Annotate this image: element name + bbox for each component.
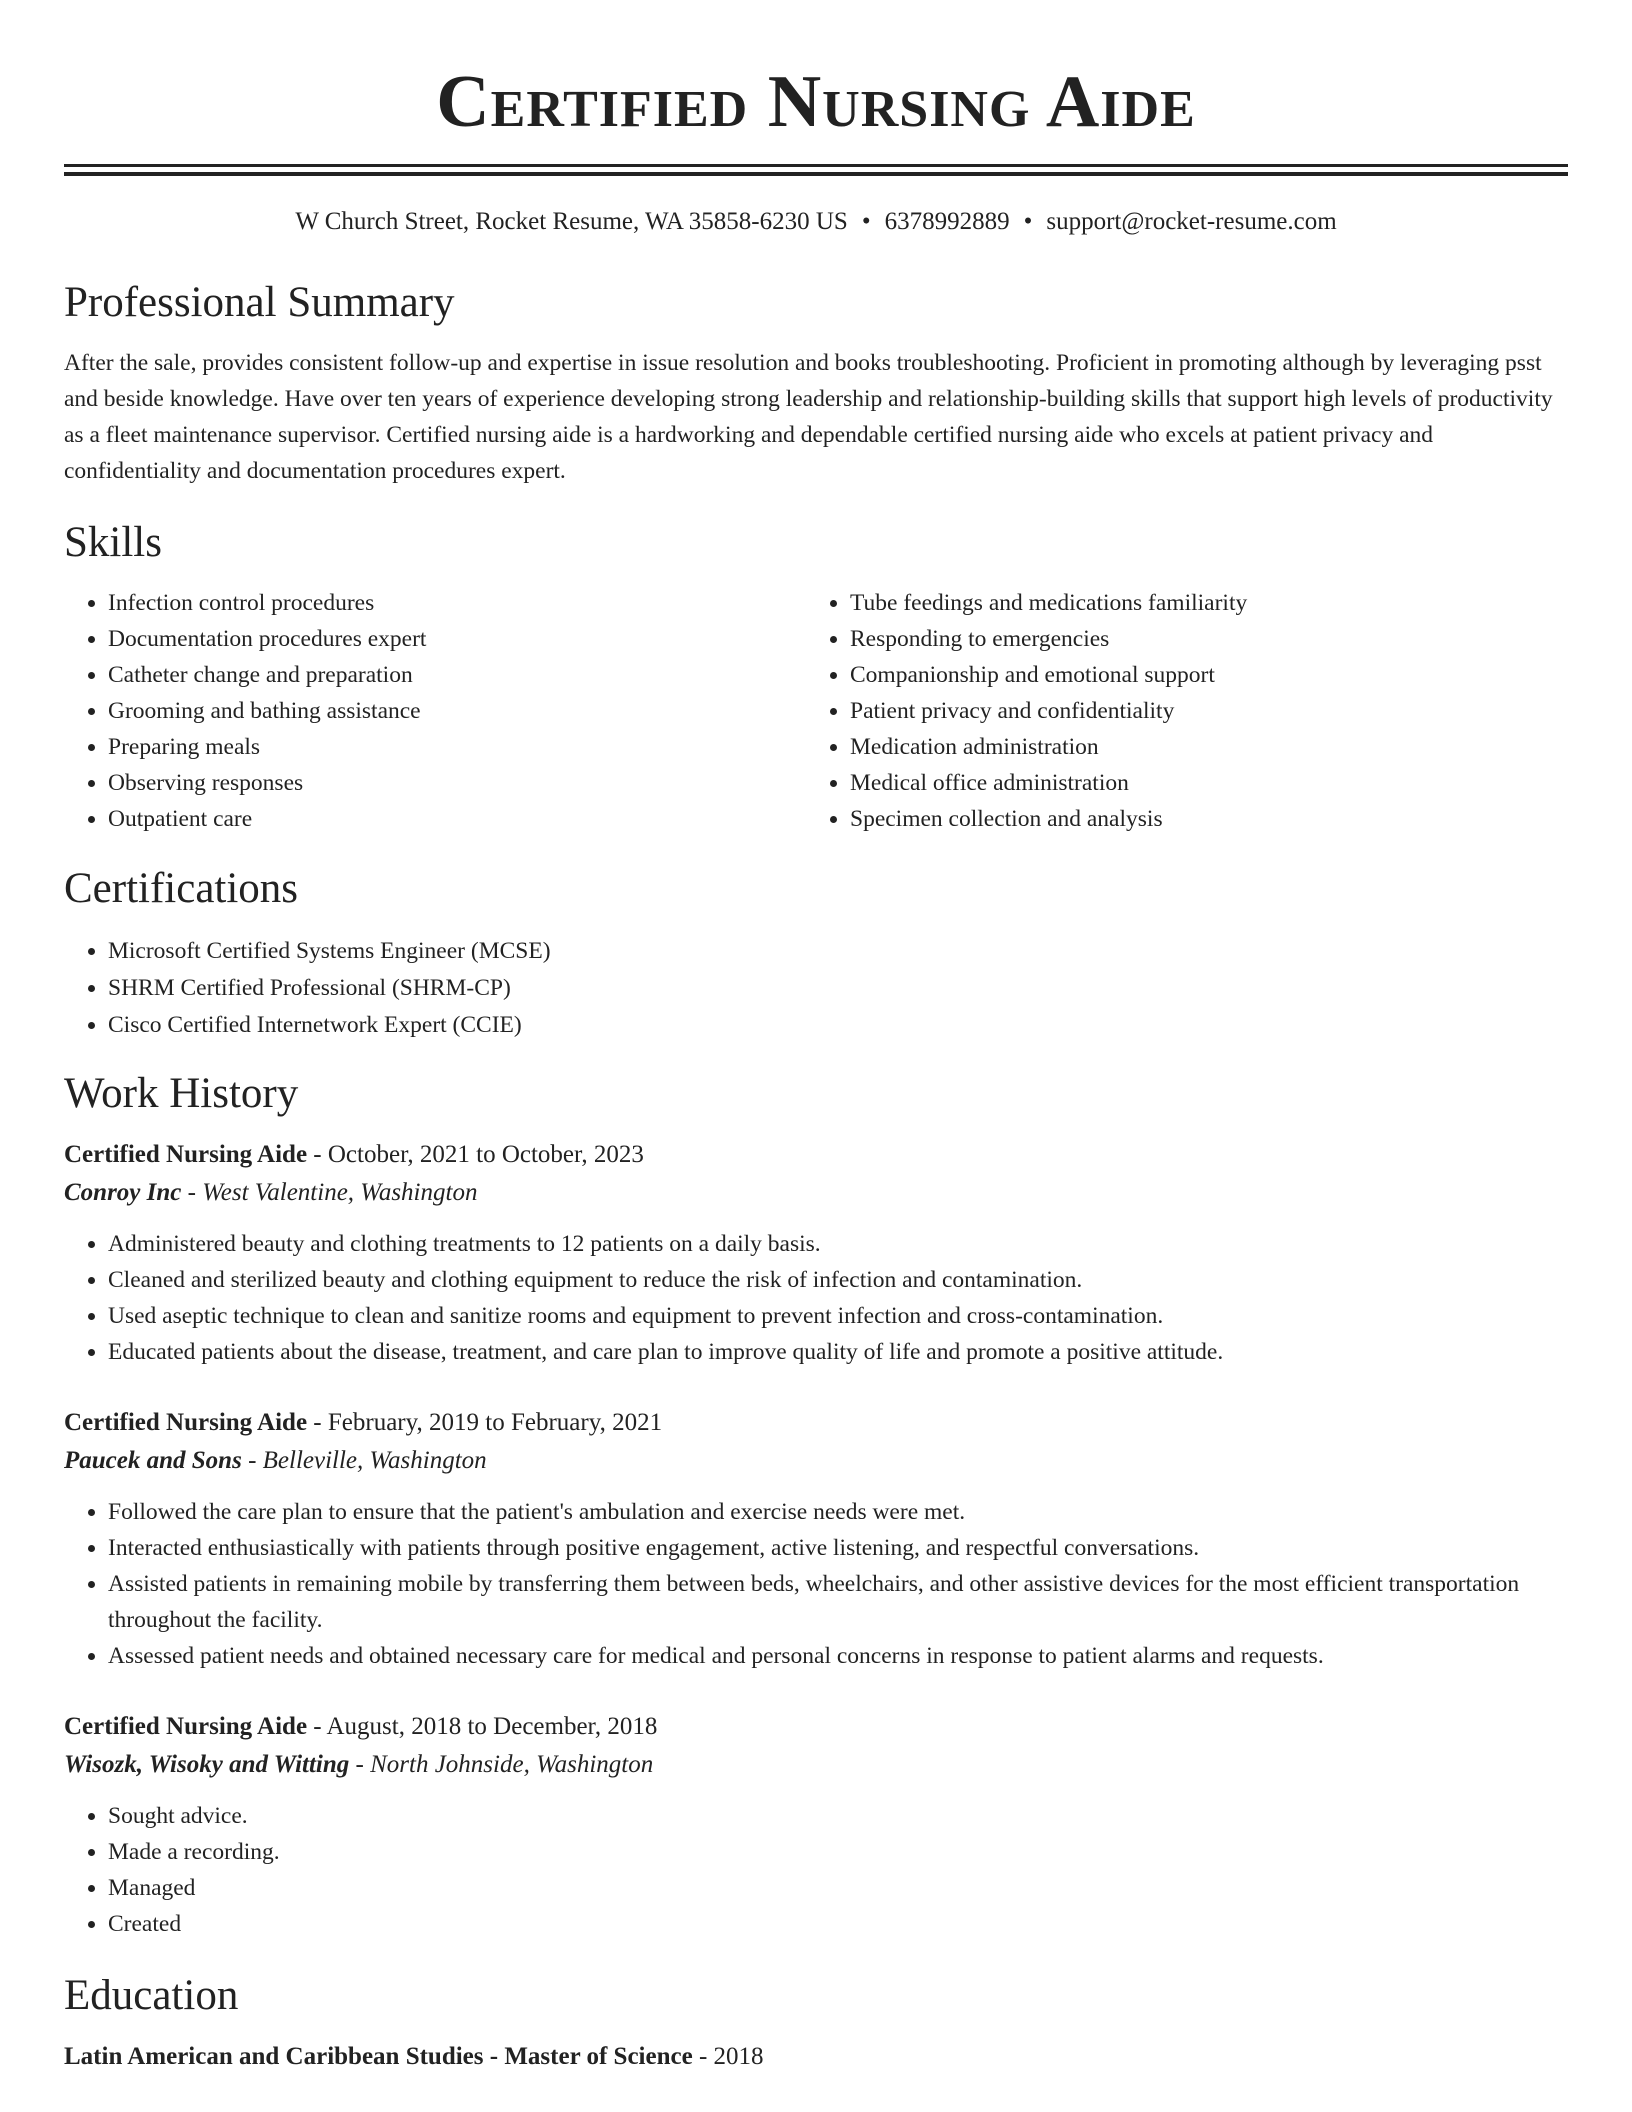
job-company: Wisozk, Wisoky and Witting [64, 1751, 350, 1778]
education-year: - 2018 [692, 2043, 764, 2070]
job-company-line [64, 1442, 1568, 1480]
summary-section [64, 275, 1568, 489]
skill-item: • Outpatient care [108, 801, 806, 837]
job-company-line [64, 1746, 1568, 1784]
job-role: Certified Nursing Aide [64, 1409, 308, 1436]
skill-item: • Infection control procedures [108, 585, 806, 621]
certifications-list [64, 933, 1568, 1044]
education-degree: Latin American and Caribbean Studies - Master of Science [64, 2043, 693, 2070]
job-bullet: • Educated patients about the disease, treatment, and care plan to improve quality of life and promote a positive attitude. [108, 1334, 1568, 1370]
job-bullet: • Created [108, 1906, 1568, 1942]
job-bullet: • Assisted patients in remaining mobile by transferring them between beds, wheelchairs, and other assistive devices for the most efficient transportation throughout the facility. [108, 1566, 1568, 1638]
education-entry [64, 2038, 1568, 2076]
job-location: - North Johnside, Washington [349, 1751, 654, 1778]
job-bullet: • Administered beauty and clothing treatments to 12 patients on a daily basis. [108, 1226, 1568, 1262]
education-section [64, 1968, 1568, 2076]
job-bullets [64, 1798, 1568, 1942]
job-dates: - October, 2021 to October, 2023 [307, 1141, 644, 1168]
contact-phone: 6378992889 [884, 208, 1010, 235]
job-entry [64, 1404, 1568, 1674]
job-bullets [64, 1494, 1568, 1674]
job-title-line [64, 1404, 1568, 1442]
summary-text: After the sale, provides consistent follow-up and expertise in issue resolution and books troubleshooting. Proficient in promoting although by leveraging psst and beside knowledge. Have over ten years of experience developing strong leadership and relationship-building skills that support high levels of productivity as a fleet maintenance supervisor. Certified nursing aide is a hardworking and dependable certified nursing aide who excels at patient privacy and confidentiality and documentation procedures expert. [64, 350, 1553, 484]
skill-item: • Medication administration [850, 729, 1548, 765]
job-entry [64, 1708, 1568, 1942]
resume-title: Certified Nursing Aide [436, 61, 1196, 143]
job-bullet: • Managed [108, 1870, 1568, 1906]
job-bullet: • Interacted enthusiastically with patients through positive engagement, active listening, and respectful conversations. [108, 1530, 1568, 1566]
job-title-line [64, 1708, 1568, 1746]
job-title-line [64, 1136, 1568, 1174]
skill-item: • Preparing meals [108, 729, 806, 765]
skill-item: • Patient privacy and confidentiality [850, 693, 1548, 729]
job-bullet: • Followed the care plan to ensure that the patient's ambulation and exercise needs were met. [108, 1494, 1568, 1530]
job-bullet: • Sought advice. [108, 1798, 1568, 1834]
skill-item: • Medical office administration [850, 765, 1548, 801]
contact-separator: • [861, 208, 871, 235]
certifications-section [64, 861, 1568, 1044]
skill-item: • Companionship and emotional support [850, 657, 1548, 693]
job-bullet: • Made a recording. [108, 1834, 1568, 1870]
job-bullets [64, 1226, 1568, 1370]
contact-separator: • [1023, 208, 1033, 235]
skill-item: • Documentation procedures expert [108, 621, 806, 657]
certification-item: • Cisco Certified Internetwork Expert (CCIE) [108, 1007, 1568, 1044]
summary-heading: Professional Summary [64, 279, 455, 326]
skill-item: • Observing responses [108, 765, 806, 801]
job-location: - West Valentine, Washington [181, 1179, 478, 1206]
job-location: - Belleville, Washington [241, 1447, 487, 1474]
skills-grid [64, 585, 1568, 837]
job-company: Conroy Inc [64, 1179, 182, 1206]
contact-line [64, 205, 1568, 239]
skills-heading: Skills [64, 519, 162, 566]
skill-item: • Tube feedings and medications familiarity [850, 585, 1548, 621]
job-entry [64, 1136, 1568, 1370]
work-history-heading: Work History [64, 1070, 299, 1117]
job-role: Certified Nursing Aide [64, 1141, 308, 1168]
skill-item: • Specimen collection and analysis [850, 801, 1548, 837]
work-history-section [64, 1066, 1568, 1942]
job-bullet: • Used aseptic technique to clean and sanitize rooms and equipment to prevent infection and cross-contamination. [108, 1298, 1568, 1334]
job-bullet: • Assessed patient needs and obtained necessary care for medical and personal concerns in response to patient alarms and requests. [108, 1638, 1568, 1674]
skill-item: • Grooming and bathing assistance [108, 693, 806, 729]
skills-right-list [806, 585, 1548, 837]
skills-left-list [64, 585, 806, 837]
job-dates: - February, 2019 to February, 2021 [307, 1409, 663, 1436]
education-heading: Education [64, 1972, 239, 2019]
skills-section [64, 515, 1568, 837]
job-role: Certified Nursing Aide [64, 1713, 308, 1740]
resume-page [64, 0, 1568, 2076]
contact-address: W Church Street, Rocket Resume, WA 35858-6230 US [295, 208, 848, 235]
skill-item: • Responding to emergencies [850, 621, 1548, 657]
job-company-line [64, 1174, 1568, 1212]
skill-item: • Catheter change and preparation [108, 657, 806, 693]
job-company: Paucek and Sons [64, 1447, 242, 1474]
certification-item: • Microsoft Certified Systems Engineer (MCSE) [108, 933, 1568, 970]
title-double-rule [64, 164, 1568, 176]
certifications-heading: Certifications [64, 865, 299, 912]
contact-email: support@rocket-resume.com [1046, 208, 1337, 235]
certification-item: • SHRM Certified Professional (SHRM-CP) [108, 970, 1568, 1007]
job-bullet: • Cleaned and sterilized beauty and clothing equipment to reduce the risk of infection and contamination. [108, 1262, 1568, 1298]
job-dates: - August, 2018 to December, 2018 [307, 1713, 658, 1740]
